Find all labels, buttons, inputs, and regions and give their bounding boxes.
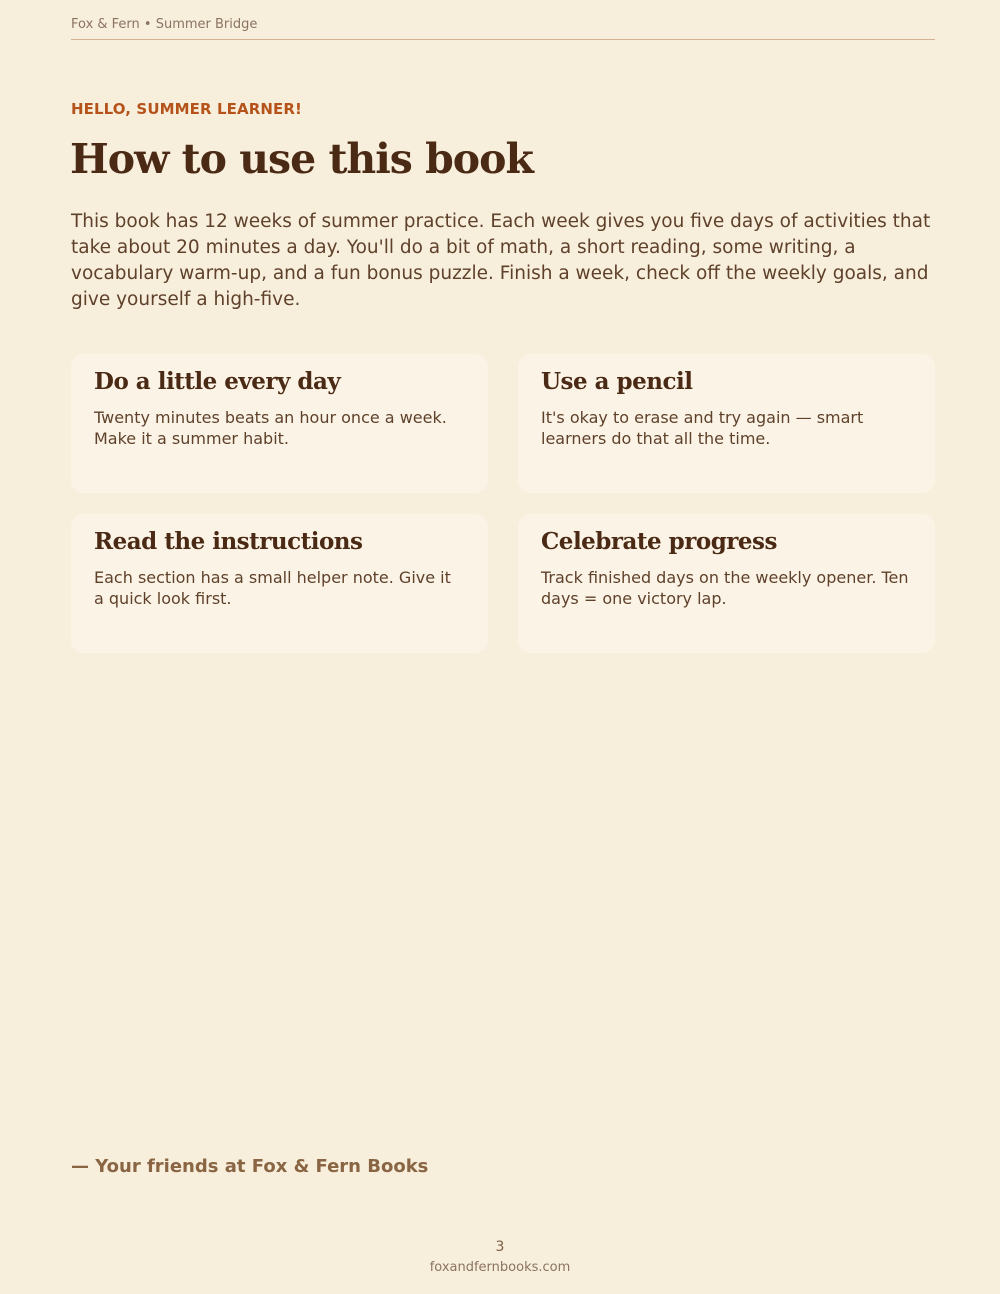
- tip-card-text: Twenty minutes beats an hour once a week. Make it a summer habit.: [94, 408, 447, 448]
- section-eyebrow: HELLO, SUMMER LEARNER!: [71, 100, 302, 118]
- page-title: How to use this book: [70, 135, 533, 183]
- tip-card-instructions: [71, 514, 488, 653]
- tip-card-daily: [71, 354, 488, 493]
- running-header: [71, 16, 935, 40]
- tip-card-text: It's okay to erase and try again — smart learners do that all the time.: [541, 408, 864, 448]
- page-number: 3: [495, 1239, 505, 1255]
- running-header-title: Fox & Fern • Summer Bridge: [71, 17, 258, 32]
- tip-card-text: Track finished days on the weekly opener. Ten days = one victory lap.: [541, 568, 909, 608]
- tip-card-title: Read the instructions: [94, 528, 363, 555]
- tip-card-title: Celebrate progress: [541, 528, 777, 555]
- tip-card-title: Use a pencil: [541, 368, 693, 395]
- tip-card-pencil: [518, 354, 935, 493]
- website-url: foxandfernbooks.com: [429, 1260, 571, 1275]
- tip-card-text: Each section has a small helper note. Give it a quick look first.: [94, 568, 451, 608]
- signoff: — Your friends at Fox & Fern Books: [71, 1156, 429, 1177]
- intro-paragraph: This book has 12 weeks of summer practice. Each week gives you five days of activities that take about 20 minutes a day. You'll do a bit of math, a short reading, some writing, a vocabulary warm-up, and a fun bonus puzzle. Finish a week, check off the weekly goals, and give yourself a high-five.: [71, 211, 931, 310]
- tip-card-progress: [518, 514, 935, 653]
- tip-card-title: Do a little every day: [94, 368, 341, 395]
